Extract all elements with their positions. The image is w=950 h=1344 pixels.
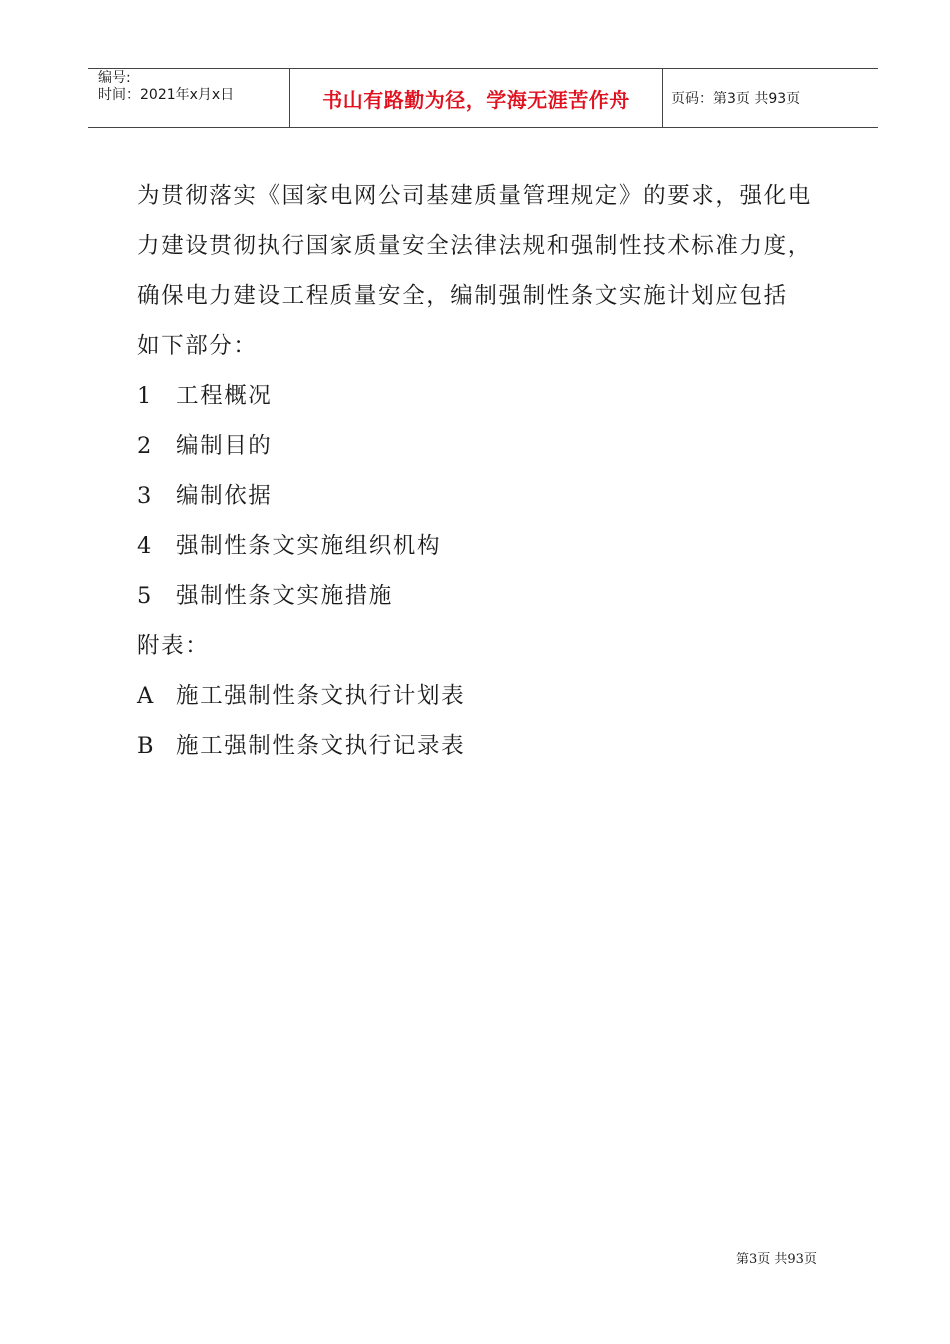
header-meta-cell bbox=[88, 69, 290, 127]
section-list bbox=[137, 383, 842, 633]
section-item bbox=[137, 571, 842, 621]
intro-line: 确保电力建设工程质量安全，编制强制性条文实施计划应包括 bbox=[137, 283, 788, 309]
appendix-letter: A bbox=[137, 683, 155, 709]
section-title: 工程概况 bbox=[176, 383, 273, 409]
appendix-letter: B bbox=[137, 733, 156, 759]
intro-paragraph bbox=[137, 183, 842, 383]
intro-line: 为贯彻落实《国家电网公司基建质量管理规定》的要求，强化电 bbox=[137, 183, 812, 209]
section-number: 1 bbox=[137, 383, 153, 409]
section-item bbox=[137, 471, 842, 521]
appendix-title: 施工强制性条文执行计划表 bbox=[176, 683, 466, 709]
page-header bbox=[88, 68, 878, 128]
appendix-heading: 附表： bbox=[137, 633, 210, 659]
section-title: 强制性条文实施组织机构 bbox=[176, 533, 442, 559]
date-label: 时间：2021年x月x日 bbox=[98, 87, 235, 103]
appendix-item bbox=[137, 721, 842, 771]
section-item bbox=[137, 371, 842, 421]
motto-text: 书山有路勤为径，学海无涯苦作舟 bbox=[322, 87, 630, 112]
section-number: 5 bbox=[137, 583, 153, 609]
intro-line: 力建设贯彻执行国家质量安全法律法规和强制性技术标准力度， bbox=[137, 233, 812, 259]
section-number: 2 bbox=[137, 433, 153, 459]
header-page-info: 页码：第3页 共93页 bbox=[671, 91, 801, 107]
intro-line: 如下部分： bbox=[137, 333, 258, 359]
section-title: 编制依据 bbox=[176, 483, 273, 509]
page-footer: 第3页 共93页 bbox=[736, 1252, 817, 1267]
appendix-title: 施工强制性条文执行记录表 bbox=[176, 733, 466, 759]
header-page-cell bbox=[663, 69, 878, 127]
section-number: 3 bbox=[137, 483, 153, 509]
serial-number-label: 编号: bbox=[98, 70, 131, 86]
section-number: 4 bbox=[137, 533, 153, 559]
section-title: 强制性条文实施措施 bbox=[176, 583, 393, 609]
appendix-list bbox=[137, 683, 842, 783]
document-body bbox=[137, 183, 842, 783]
section-item bbox=[137, 521, 842, 571]
section-title: 编制目的 bbox=[176, 433, 273, 459]
appendix-item bbox=[137, 671, 842, 721]
header-motto-cell bbox=[290, 69, 663, 127]
section-item bbox=[137, 421, 842, 471]
